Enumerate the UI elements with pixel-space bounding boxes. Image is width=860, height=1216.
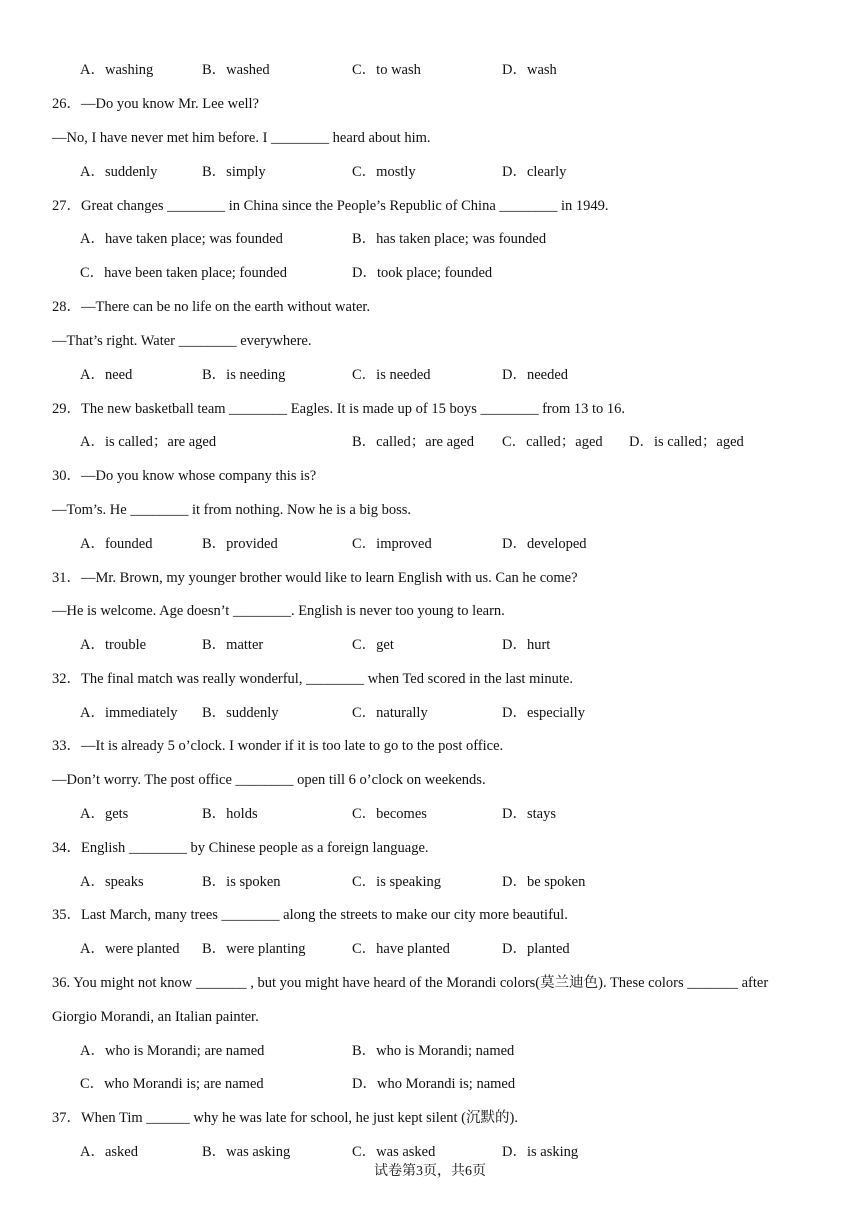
question-line: 27．Great changes ________ in China since the People’s Republic of China ________ in 1949. xyxy=(52,198,609,214)
question-line: —Don’t worry. The post office ________ open till 6 o’clock on weekends. xyxy=(52,772,486,788)
question-line: 36. You might not know _______ , but you might have heard of the Morandi colors(莫兰迪色). These colors _______ after xyxy=(52,975,769,991)
answer-option: D．be spoken xyxy=(502,874,586,890)
answer-option: A．speaks xyxy=(80,874,144,890)
answer-option: D．stays xyxy=(502,806,556,822)
question-line: Giorgio Morandi, an Italian painter. xyxy=(52,1009,259,1025)
question-line: 32．The final match was really wonderful, ________ when Ted scored in the last minute. xyxy=(52,671,573,687)
page-footer: 试卷第3页，共6页 xyxy=(374,1164,486,1179)
answer-option: D．wash xyxy=(502,62,557,78)
answer-option: B．was asking xyxy=(202,1144,291,1160)
answer-option: A．founded xyxy=(80,536,153,552)
answer-option: C．have been taken place; founded xyxy=(80,265,287,281)
answer-option: B．matter xyxy=(202,637,264,653)
question-line: —No, I have never met him before. I ________ heard about him. xyxy=(52,130,431,146)
answer-option: D．is asking xyxy=(502,1144,579,1160)
answer-option: C．called；aged xyxy=(502,434,603,450)
question-line: 30．—Do you know whose company this is? xyxy=(52,468,317,484)
answer-option: B．were planting xyxy=(202,941,306,957)
answer-option: B．is spoken xyxy=(202,874,281,890)
answer-option: B．called；are aged xyxy=(352,434,474,450)
question-line: —That’s right. Water ________ everywhere. xyxy=(52,333,312,349)
answer-option: B．suddenly xyxy=(202,705,279,721)
answer-option: B．washed xyxy=(202,62,270,78)
answer-option: C．to wash xyxy=(352,62,421,78)
answer-option: D．is called；aged xyxy=(629,434,744,450)
answer-option: D．hurt xyxy=(502,637,551,653)
answer-option: D．needed xyxy=(502,367,569,383)
answer-option: C．is needed xyxy=(352,367,431,383)
question-line: 26．—Do you know Mr. Lee well? xyxy=(52,96,259,112)
question-line: 35．Last March, many trees ________ along the streets to make our city more beautiful. xyxy=(52,907,568,923)
question-line: 31．—Mr. Brown, my younger brother would like to learn English with us. Can he come? xyxy=(52,570,578,586)
answer-option: D．took place; founded xyxy=(352,265,493,281)
question-line: 29．The new basketball team ________ Eagles. It is made up of 15 boys ________ from 13 to 16. xyxy=(52,401,626,417)
answer-option: A．asked xyxy=(80,1144,138,1160)
question-line: 37．When Tim ______ why he was late for school, he just kept silent (沉默的). xyxy=(52,1110,518,1126)
question-line: 33．—It is already 5 o’clock. I wonder if it is too late to go to the post office. xyxy=(52,738,504,754)
answer-option: C．improved xyxy=(352,536,432,552)
answer-option: A．immediately xyxy=(80,705,178,721)
answer-option: B．has taken place; was founded xyxy=(352,231,547,247)
question-line: —Tom’s. He ________ it from nothing. Now he is a big boss. xyxy=(52,502,412,518)
answer-option: C．becomes xyxy=(352,806,427,822)
answer-option: D．developed xyxy=(502,536,587,552)
answer-option: C．is speaking xyxy=(352,874,442,890)
answer-option: D．clearly xyxy=(502,164,567,180)
question-line: 34．English ________ by Chinese people as a foreign language. xyxy=(52,840,429,856)
answer-option: D．who Morandi is; named xyxy=(352,1076,516,1092)
answer-option: B．who is Morandi; named xyxy=(352,1043,515,1059)
answer-option: A．were planted xyxy=(80,941,180,957)
answer-option: C．who Morandi is; are named xyxy=(80,1076,264,1092)
answer-option: A．is called；are aged xyxy=(80,434,217,450)
answer-option: A．suddenly xyxy=(80,164,158,180)
answer-option: D．especially xyxy=(502,705,585,721)
answer-option: C．have planted xyxy=(352,941,450,957)
answer-option: C．naturally xyxy=(352,705,428,721)
answer-option: A．washing xyxy=(80,62,154,78)
answer-option: B．provided xyxy=(202,536,278,552)
answer-option: C．was asked xyxy=(352,1144,436,1160)
answer-option: B．simply xyxy=(202,164,266,180)
answer-option: A．who is Morandi; are named xyxy=(80,1043,265,1059)
answer-option: B．holds xyxy=(202,806,258,822)
answer-option: D．planted xyxy=(502,941,570,957)
answer-option: B．is needing xyxy=(202,367,286,383)
answer-option: A．gets xyxy=(80,806,129,822)
answer-option: C．get xyxy=(352,637,394,653)
answer-option: A．have taken place; was founded xyxy=(80,231,283,247)
answer-option: A．trouble xyxy=(80,637,147,653)
answer-option: C．mostly xyxy=(352,164,416,180)
question-line: —He is welcome. Age doesn’t ________. English is never too young to learn. xyxy=(52,603,505,619)
answer-option: A．need xyxy=(80,367,133,383)
question-line: 28．—There can be no life on the earth without water. xyxy=(52,299,371,315)
